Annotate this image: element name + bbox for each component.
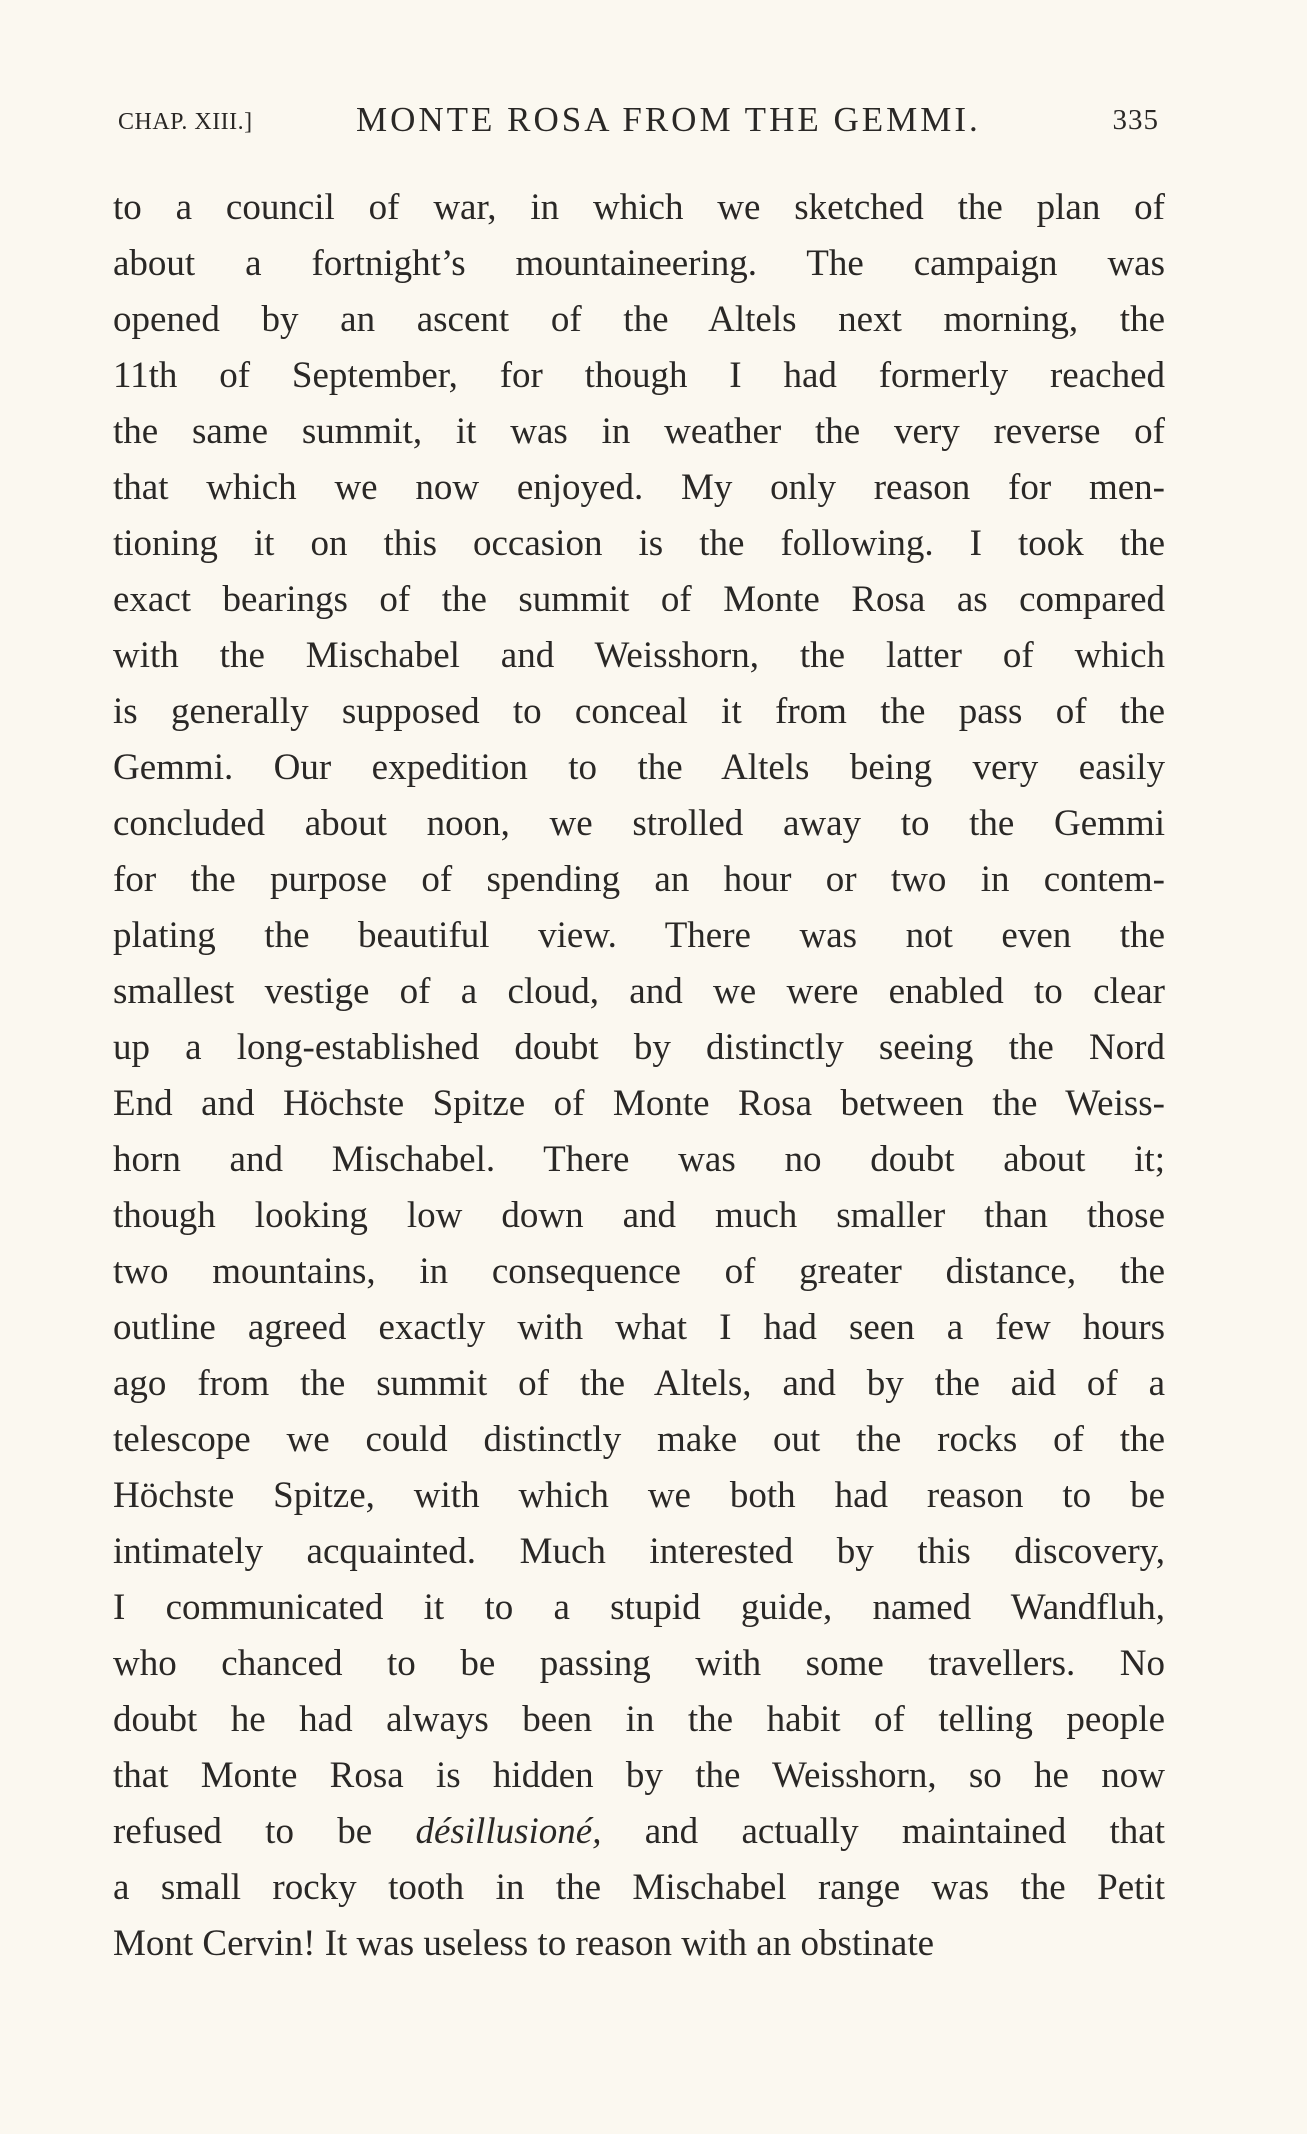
text-line: a small rocky tooth in the Mischabel range was the Petit <box>113 1867 1165 1908</box>
chapter-label: CHAP. XIII.] <box>118 109 253 135</box>
text-line <box>113 1804 1165 1860</box>
text-line: two mountains, in consequence of greater distance, the <box>113 1251 1165 1292</box>
text-line: that which we now enjoyed. My only reason for men- <box>113 467 1165 508</box>
text-line: Höchste Spitze, with which we both had reason to be <box>113 1475 1165 1516</box>
page-number: 335 <box>1112 104 1159 136</box>
text-line-end: and actually maintained that <box>601 1811 1165 1852</box>
text-line: though looking low down and much smaller than those <box>113 1195 1165 1236</box>
text-line: intimately acquainted. Much interested by this discovery, <box>113 1531 1165 1572</box>
text-line: outline agreed exactly with what I had seen a few hours <box>113 1307 1165 1348</box>
text-line: concluded about noon, we strolled away to the Gemmi <box>113 803 1165 844</box>
text-line: End and Höchste Spitze of Monte Rosa between the Weiss- <box>113 1083 1165 1124</box>
text-line: 11th of September, for though I had formerly reached <box>113 355 1165 396</box>
running-head <box>118 100 1159 144</box>
text-line: ago from the summit of the Altels, and by the aid of a <box>113 1363 1165 1404</box>
text-line: up a long-established doubt by distinctly seeing the Nord <box>113 1027 1165 1068</box>
text-line: that Monte Rosa is hidden by the Weisshorn, so he now <box>113 1755 1165 1796</box>
text-line: who chanced to be passing with some travellers. No <box>113 1643 1165 1684</box>
page-title: MONTE ROSA FROM THE GEMMI. <box>356 100 981 139</box>
text-line: the same summit, it was in weather the very reverse of <box>113 411 1165 452</box>
text-line: doubt he had always been in the habit of telling people <box>113 1699 1165 1740</box>
text-line-start: refused to be <box>113 1811 416 1852</box>
text-line: with the Mischabel and Weisshorn, the latter of which <box>113 635 1165 676</box>
text-line: for the purpose of spending an hour or two in contem- <box>113 859 1165 900</box>
text-line: about a fortnight’s mountaineering. The campaign was <box>113 243 1165 284</box>
text-line: horn and Mischabel. There was no doubt about it; <box>113 1139 1165 1180</box>
text-line: tioning it on this occasion is the following. I took the <box>113 523 1165 564</box>
text-line: opened by an ascent of the Altels next morning, the <box>113 299 1165 340</box>
text-line: plating the beautiful view. There was not even the <box>113 915 1165 956</box>
text-line: telescope we could distinctly make out the rocks of the <box>113 1419 1165 1460</box>
body-text <box>113 180 1165 1972</box>
text-line: Gemmi. Our expedition to the Altels being very easily <box>113 747 1165 788</box>
text-line: I communicated it to a stupid guide, named Wandfluh, <box>113 1587 1165 1628</box>
text-line: is generally supposed to conceal it from the pass of the <box>113 691 1165 732</box>
text-line: to a council of war, in which we sketched the plan of <box>113 187 1165 228</box>
text-line: Mont Cervin! It was useless to reason with an obstinate <box>113 1923 935 1964</box>
italic-word: désillusioné, <box>415 1811 602 1852</box>
text-line: exact bearings of the summit of Monte Rosa as compared <box>113 579 1165 620</box>
text-line: smallest vestige of a cloud, and we were enabled to clear <box>113 971 1165 1012</box>
